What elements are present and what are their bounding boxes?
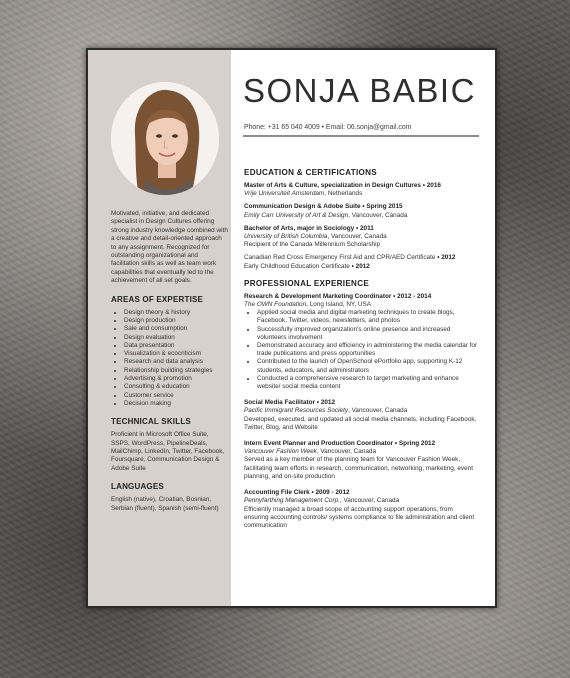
certifications bbox=[244, 254, 478, 270]
job-bullet: • Applied social media and digital marketing techniques to create blogs, Facebook, Twitter, videos, newsletters, and photos bbox=[257, 309, 478, 325]
education-entry bbox=[244, 203, 478, 219]
education-place: , Netherlands bbox=[324, 190, 363, 198]
job-bullet: • Demonstrated accuracy and efficiency in administering the media calendar for trade publications and press opportunities bbox=[257, 342, 478, 358]
job-company: Pennyfarthing Management Corp. bbox=[244, 497, 340, 505]
candidate-name: SONJA BABIC bbox=[243, 72, 476, 109]
expertise-item: • Research and data analysis bbox=[124, 358, 228, 366]
certificate-year: • 2012 bbox=[349, 262, 370, 270]
languages-heading: LANGUAGES bbox=[111, 482, 164, 492]
expertise-item: • Consulting & education bbox=[124, 383, 228, 391]
technical-skills-text: Proficient in Microsoft Office Suite, SSPS, WordPress, PipelineDeals, MailChimp, LinkedIn, Twitter, Facebook, Foursquare, Communication Design & Adobe Suite bbox=[111, 431, 225, 472]
job-bullet: • Contributed to the launch of OpenSchool ePortfolio app, supporting K-12 students, educators, and administrators bbox=[257, 358, 478, 374]
header-divider bbox=[243, 135, 479, 137]
education-heading: EDUCATION & CERTIFICATIONS bbox=[244, 168, 377, 177]
job-title: Social Media Facilitator • 2012 bbox=[244, 399, 336, 407]
job-title: Research & Development Marketing Coordinator • 2012 - 2014 bbox=[244, 292, 432, 300]
resume-page bbox=[86, 48, 497, 608]
resume-sidebar bbox=[88, 50, 231, 606]
technical-skills-heading: TECHNICAL SKILLS bbox=[111, 417, 191, 427]
job-entry bbox=[244, 293, 478, 391]
job-entry bbox=[244, 489, 478, 530]
job-title: Intern Event Planner and Production Coordinator • Spring 2012 bbox=[244, 440, 436, 448]
expertise-item: • Design production bbox=[124, 317, 228, 325]
job-place: , Vancouver, Canada bbox=[348, 407, 408, 415]
job-bullets bbox=[244, 309, 478, 391]
job-entry bbox=[244, 399, 478, 432]
expertise-item: • Sale and consumption bbox=[124, 325, 228, 333]
education-school: University of British Columbia bbox=[244, 233, 328, 241]
job-description: Served as a key member of the planning team for Vancouver Fashion Week, facilitating team efforts in research, communication, networking, marketing, event planning, and on-site production bbox=[244, 456, 473, 480]
education-place: , Vancouver, Canada bbox=[327, 233, 387, 241]
education-title: Master of Arts & Culture, specialization in Design Cultures • 2016 bbox=[244, 182, 441, 189]
education-note: Recipient of the Canada Millennium Scholarship bbox=[244, 241, 381, 249]
education-title: Bachelor of Arts, major in Sociology • 2011 bbox=[244, 224, 374, 232]
contact-line: Phone: +31 65 040 4009 • Email: 06.sonja@gmail.com bbox=[244, 124, 412, 131]
education-school: Vrije Universiteit Amsterdam bbox=[244, 190, 325, 198]
resume-sections bbox=[244, 168, 478, 535]
job-place: , Long Island, NY, USA bbox=[306, 301, 372, 309]
education-school: Emily Carr University of Art & Design bbox=[244, 211, 349, 219]
expertise-item: • Decision making bbox=[124, 400, 228, 408]
expertise-item: • Visualization & ecocriticism bbox=[124, 350, 228, 358]
languages-text: English (native), Croatian, Bosnian, Serbian (fluent), Spanish (semi-fluent) bbox=[111, 496, 219, 512]
education-entry bbox=[244, 182, 478, 198]
profile-photo bbox=[111, 82, 219, 195]
job-description: Efficiently managed a broad scope of accounting support operations, from ensuring accounting controls/ systems compliance to file administration and client communication bbox=[244, 505, 475, 529]
profile-summary: Motivated, initiative, and dedicated specialist in Design Cultures offering strong industry knowledge combined with a creative and detail-oriented approach to any assignment. Recognized for outstanding organizational and facilitation skills as well as team work capabilities that eventually led to the achievement of all set goals. bbox=[111, 210, 228, 285]
job-bullet: • Successfully improved organization's online presence and increased volunteers involvement bbox=[257, 326, 478, 342]
expertise-item: • Advertising & promotion bbox=[124, 375, 228, 383]
expertise-item: • Customer service bbox=[124, 392, 228, 400]
expertise-list bbox=[111, 309, 228, 409]
certificate-name: Early Childhood Education Certificate bbox=[244, 262, 350, 270]
job-bullet: • Conducted a comprehensive research to target marketing and enhance website/ social media content bbox=[257, 375, 478, 391]
expertise-item: • Relationship building strategies bbox=[124, 367, 228, 375]
certificate-year: • 2012 bbox=[435, 254, 456, 262]
job-company: Pacific Immigrant Resources Society bbox=[244, 407, 349, 415]
job-place: , Vancouver, Canada bbox=[316, 448, 377, 456]
expertise-item: • Design evaluation bbox=[124, 334, 228, 342]
job-company: The OWN Foundation bbox=[244, 301, 307, 309]
education-title: Communication Design & Adobe Suite • Spring 2015 bbox=[244, 203, 403, 211]
education-entry bbox=[244, 225, 478, 250]
expertise-item: • Data presentation bbox=[124, 342, 228, 350]
certificate-name: Canadian Red Cross Emergency First Aid and CPR/AED Certificate bbox=[244, 254, 436, 262]
job-entry bbox=[244, 440, 478, 481]
job-company: Vancouver Fashion Week bbox=[244, 448, 317, 456]
job-description: Developed, executed, and updated all social media channels, including Facebook, Twitter, Blog, and Website bbox=[244, 415, 477, 431]
expertise-heading: AREAS OF EXPERTISE bbox=[111, 294, 204, 304]
job-place: , Vancouver, Canada bbox=[339, 497, 400, 505]
sidebar-content bbox=[111, 210, 228, 513]
experience-heading: PROFESSIONAL EXPERIENCE bbox=[244, 278, 370, 288]
education-place: , Vancouver, Canada bbox=[348, 211, 408, 219]
job-title: Accounting File Clerk • 2009 - 2012 bbox=[244, 489, 350, 497]
profile-photo-illustration bbox=[111, 82, 219, 195]
expertise-item: • Design theory & history bbox=[124, 309, 228, 317]
